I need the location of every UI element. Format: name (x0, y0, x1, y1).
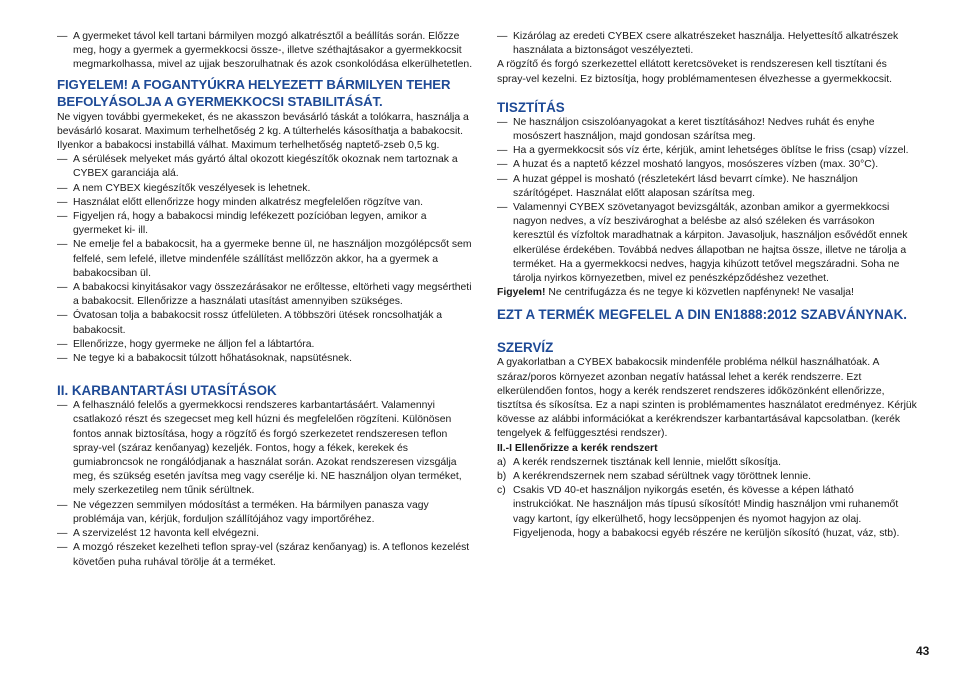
list-item (57, 182, 477, 196)
maintenance-list (57, 399, 477, 569)
safety-list-top (57, 30, 477, 73)
dash-bullet: — (497, 202, 508, 214)
list-item-text: A huzat géppel is mosható (részletekért lásd bevarrt címke). Ne használjon szárítógépet. Használat előtt alaposan szárítsa meg. (513, 173, 858, 199)
lettered-item (497, 470, 917, 484)
left-column (57, 30, 477, 570)
dash-bullet: — (57, 338, 68, 350)
safety-list (57, 153, 477, 366)
wheel-check-heading: II.-I Ellenőrizze a kerék rendszert (497, 442, 658, 454)
attention-text: Ne centrifugázza és ne tegye ki közvetlen napfénynek! Ne vasalja! (545, 287, 854, 299)
dash-bullet: — (497, 145, 508, 157)
list-item (497, 144, 917, 158)
page-number: 43 (916, 644, 930, 658)
list-item (57, 238, 477, 281)
list-item (497, 201, 917, 286)
dash-bullet: — (57, 542, 68, 554)
warning-heading: FIGYELEM! A FOGANTYÚKRA HELYEZETT BÁRMILYEN TEHER BEFOLYÁSOLJA A GYERMEKKOCSI STABILITÁSÁT. (57, 76, 451, 109)
list-item (57, 30, 477, 73)
list-item (57, 399, 477, 498)
list-item-text: A felhasználó felelős a gyermekkocsi rendszeres karbantartásáért. Valamennyi csatlakozó részt és szegecset meg kell húzni és megfelelően rögzíteni. Különösen fontos annak biztosítása, hogy a rögzítő és forgó szerkezetet rendszeresen teflon spray-vel (száraz kenőanyag) kezeljék. Fontos, hogy a fékek, kerekek és gumiabroncsok ne rongálódjanak a használat során. Azokat rendszeresen vizsgálja meg, és szükség esetén javítsa meg vagy cserélje ki. NE használjon olyan terméket, mely szerkezetileg nem tűnik sérültnek. (73, 400, 462, 497)
list-item (497, 173, 917, 201)
list-item-text: Ne végezzen semmilyen módosítást a terméken. Ha bármilyen panasza vagy problémája van, kérjük, forduljon szállítójához vagy importőréhez. (73, 499, 429, 525)
list-item-text: Ha a gyermekkocsit sós víz érte, kérjük, amint lehetséges öblítse le friss (csap) vízzel. (513, 145, 909, 157)
attention-label: Figyelem! (497, 287, 546, 299)
dash-bullet: — (57, 282, 68, 294)
list-item-text: Valamennyi CYBEX szövetanyagot bevizsgálták, azonban amikor a gyermekkocsi nagyon nedves, a víz beszivároghat a belésbe az alsó széleken és varrásokon keresztül és vízfoltok maradhatnak a kárpiton. Javasoljuk, használjon esővédőt ennek elkerülése érdekében. Továbbá nedves állapotban ne hajtsa össze, illetve ne tárolja a terméket. Ha a gyermekkocsi nedves, hagyja kihúzott tetővel megszáradni. Soha ne tárolja nyirkos környezetben, mivel ez penészképződéshez vezethet. (513, 202, 908, 285)
list-item (497, 30, 917, 58)
list-item (57, 281, 477, 309)
list-item-text: Ne használjon csiszolóanyagokat a keret tisztításához! Nedves ruhát és enyhe mosószert használjon, majd gondosan szárítsa meg. (513, 116, 875, 143)
warning-paragraph: Ne vigyen további gyermekeket, és ne akasszon bevásárló táskát a tolókarra, használja a bevásárló kosarat. Maximum terhelhetőség 2 kg. A túlterhelés kásosíthatja a babakocsit. Ilyenkor a babakocsi instabillá válhat. Maximum terhelhetőség naptető-zseb 0,5 kg. (57, 111, 469, 152)
maintenance-heading: II. KARBANTARTÁSI UTASÍTÁSOK (57, 383, 277, 399)
attention-note (497, 286, 917, 300)
list-item-text: Ne emelje fel a babakocsit, ha a gyermeke benne ül, ne használjon mozgólépcsőt sem felfelé, sem lefelé, illetve mindenféle szállítást mellőzzön akkor, ha a gyermek a babakocsiban ül. (73, 239, 472, 279)
dash-bullet: — (57, 353, 68, 365)
list-item-text: A huzat és a naptető kézzel mosható langyos, mosószeres vízben (max. 30°C). (513, 159, 879, 171)
list-item-text: A babakocsi kinyitásakor vagy összezárásakor ne erőltesse, eltörheti vagy megsértheti a babakocsit. Ellenőrizze a használati utasítást amennyiben szükséges. (73, 282, 472, 308)
list-item (57, 153, 477, 181)
dash-bullet: — (57, 499, 68, 511)
dash-bullet: — (57, 239, 68, 251)
service-paragraph: A gyakorlatban a CYBEX babakocsik mindenféle probléma nélkül használhatóak. A száraz/poros környezet azonban negatív hatással lehet a kerék rendszerre. Ezt elkerülendően fontos, hogy a kerék rendszeret rendszeres időközönként ellenőrizze, tisztítsa és síkosítsa. Ez a napi szinten is problémamentes használatot eredményez. Kérjük kövesse az alábbi információkat a kerékrendszer karbantartásával kapcsolatban. (kerék tengelyek & felfüggesztési rendszer). (497, 357, 917, 440)
list-item (57, 309, 477, 337)
lettered-item-text: Csakis VD 40-et használjon nyikorgás esetén, és kövesse a képen látható instrukciókat. Ne használjon más típusú síkosítót! Mindig használjon vmi ruhanemőt vagy kartont, így elkerülhető, hogy lecsöppenjen és nyomot hagyjon az olaj. Figyeljenoda, hogy a babakocsi egyéb részére ne kerüljön síkosító (huzat, váz, stb). (513, 485, 900, 539)
dash-bullet: — (497, 116, 508, 128)
dash-bullet: — (57, 196, 68, 208)
list-item (497, 116, 917, 144)
list-item-text: Óvatosan tolja a babakocsit rossz útfelületen. A többszöri ütések roncsolhatják a babakocsit. (73, 310, 443, 336)
dash-bullet: — (497, 31, 508, 42)
list-item (57, 196, 477, 210)
dash-bullet: — (57, 211, 68, 223)
lettered-item (497, 456, 917, 470)
dash-bullet: — (57, 182, 68, 194)
list-item (57, 499, 477, 527)
dash-bullet: — (497, 159, 508, 171)
frame-care-paragraph: A rögzítő és forgó szerkezettel ellátott keretcsöveket is rendszeresen kell tisztítani és spray-vel kezelni. Ez biztosítja, hogy problémamentesen élvezhesse a gyermekkocsit. (497, 59, 893, 85)
service-heading: SZERVÍZ (497, 340, 554, 356)
dash-bullet: — (57, 31, 68, 42)
din-standard-heading: EZT A TERMÉK MEGFELEL A DIN EN1888:2012 SZABVÁNYNAK. (497, 307, 907, 323)
list-item-text: Ellenőrizze, hogy gyermeke ne álljon fel a lábtartóra. (73, 338, 315, 350)
item-letter: c) (497, 485, 506, 497)
dash-bullet: — (57, 154, 68, 166)
list-item-text: A nem CYBEX kiegészítők veszélyesek is lehetnek. (73, 182, 311, 194)
lettered-item-text: A kerék rendszernek tisztának kell lennie, mielőtt síkosítja. (513, 456, 781, 468)
list-item-text: A sérülések melyeket más gyártó által okozott kiegészítők okoznak nem tartoznak a CYBEX garanciája alá. (73, 154, 458, 180)
list-item (57, 352, 477, 366)
list-item (57, 338, 477, 352)
cleaning-heading: TISZTÍTÁS (497, 99, 565, 115)
spare-parts-list (497, 30, 917, 58)
wheel-check-list (497, 456, 917, 541)
lettered-item (497, 484, 917, 541)
list-item-text: Figyeljen rá, hogy a babakocsi mindig lefékezett pozícióban legyen, amikor a gyermeket ki- ill. (73, 211, 427, 237)
item-letter: a) (497, 456, 507, 468)
list-item-text: Ne tegye ki a babakocsit túlzott hőhatásoknak, napsütésnek. (73, 353, 352, 365)
list-item-text: A szervizelést 12 havonta kell elvégezni. (73, 528, 259, 540)
dash-bullet: — (57, 528, 68, 540)
list-item-text: Használat előtt ellenőrizze hogy minden alkatrész megfelelően rögzítve van. (73, 196, 424, 208)
list-item (57, 210, 477, 238)
list-item (497, 158, 917, 172)
item-letter: b) (497, 471, 507, 483)
list-item (57, 527, 477, 541)
list-item-text: A gyermeket távol kell tartani bármilyen mozgó alkatrésztől a beállítás során. Előzze meg, hogy a gyermek a gyermekkocsi össze-, illetve széthajtásakor a gyermekkocsit megmarkolhassa, mivel az ujjak beszorulhatnak és azok csonkolódása elkerülhetetlen. (73, 31, 473, 71)
cleaning-list (497, 116, 917, 286)
list-item (57, 541, 477, 569)
right-column (497, 30, 917, 541)
dash-bullet: — (57, 400, 68, 412)
list-item-text: Kizárólag az eredeti CYBEX csere alkatrészeket használja. Helyettesítő alkatrészek használata a biztonságot veszélyezteti. (513, 31, 899, 57)
lettered-item-text: A kerékrendszernek nem szabad sérültnek vagy töröttnek lennie. (513, 471, 812, 483)
dash-bullet: — (57, 310, 68, 322)
dash-bullet: — (497, 173, 508, 185)
list-item-text: A mozgó részeket kezelheti teflon spray-vel (száraz kenőanyag) is. A teflonos kezelést követően puha ruhával törölje át a terméket. (73, 542, 470, 568)
